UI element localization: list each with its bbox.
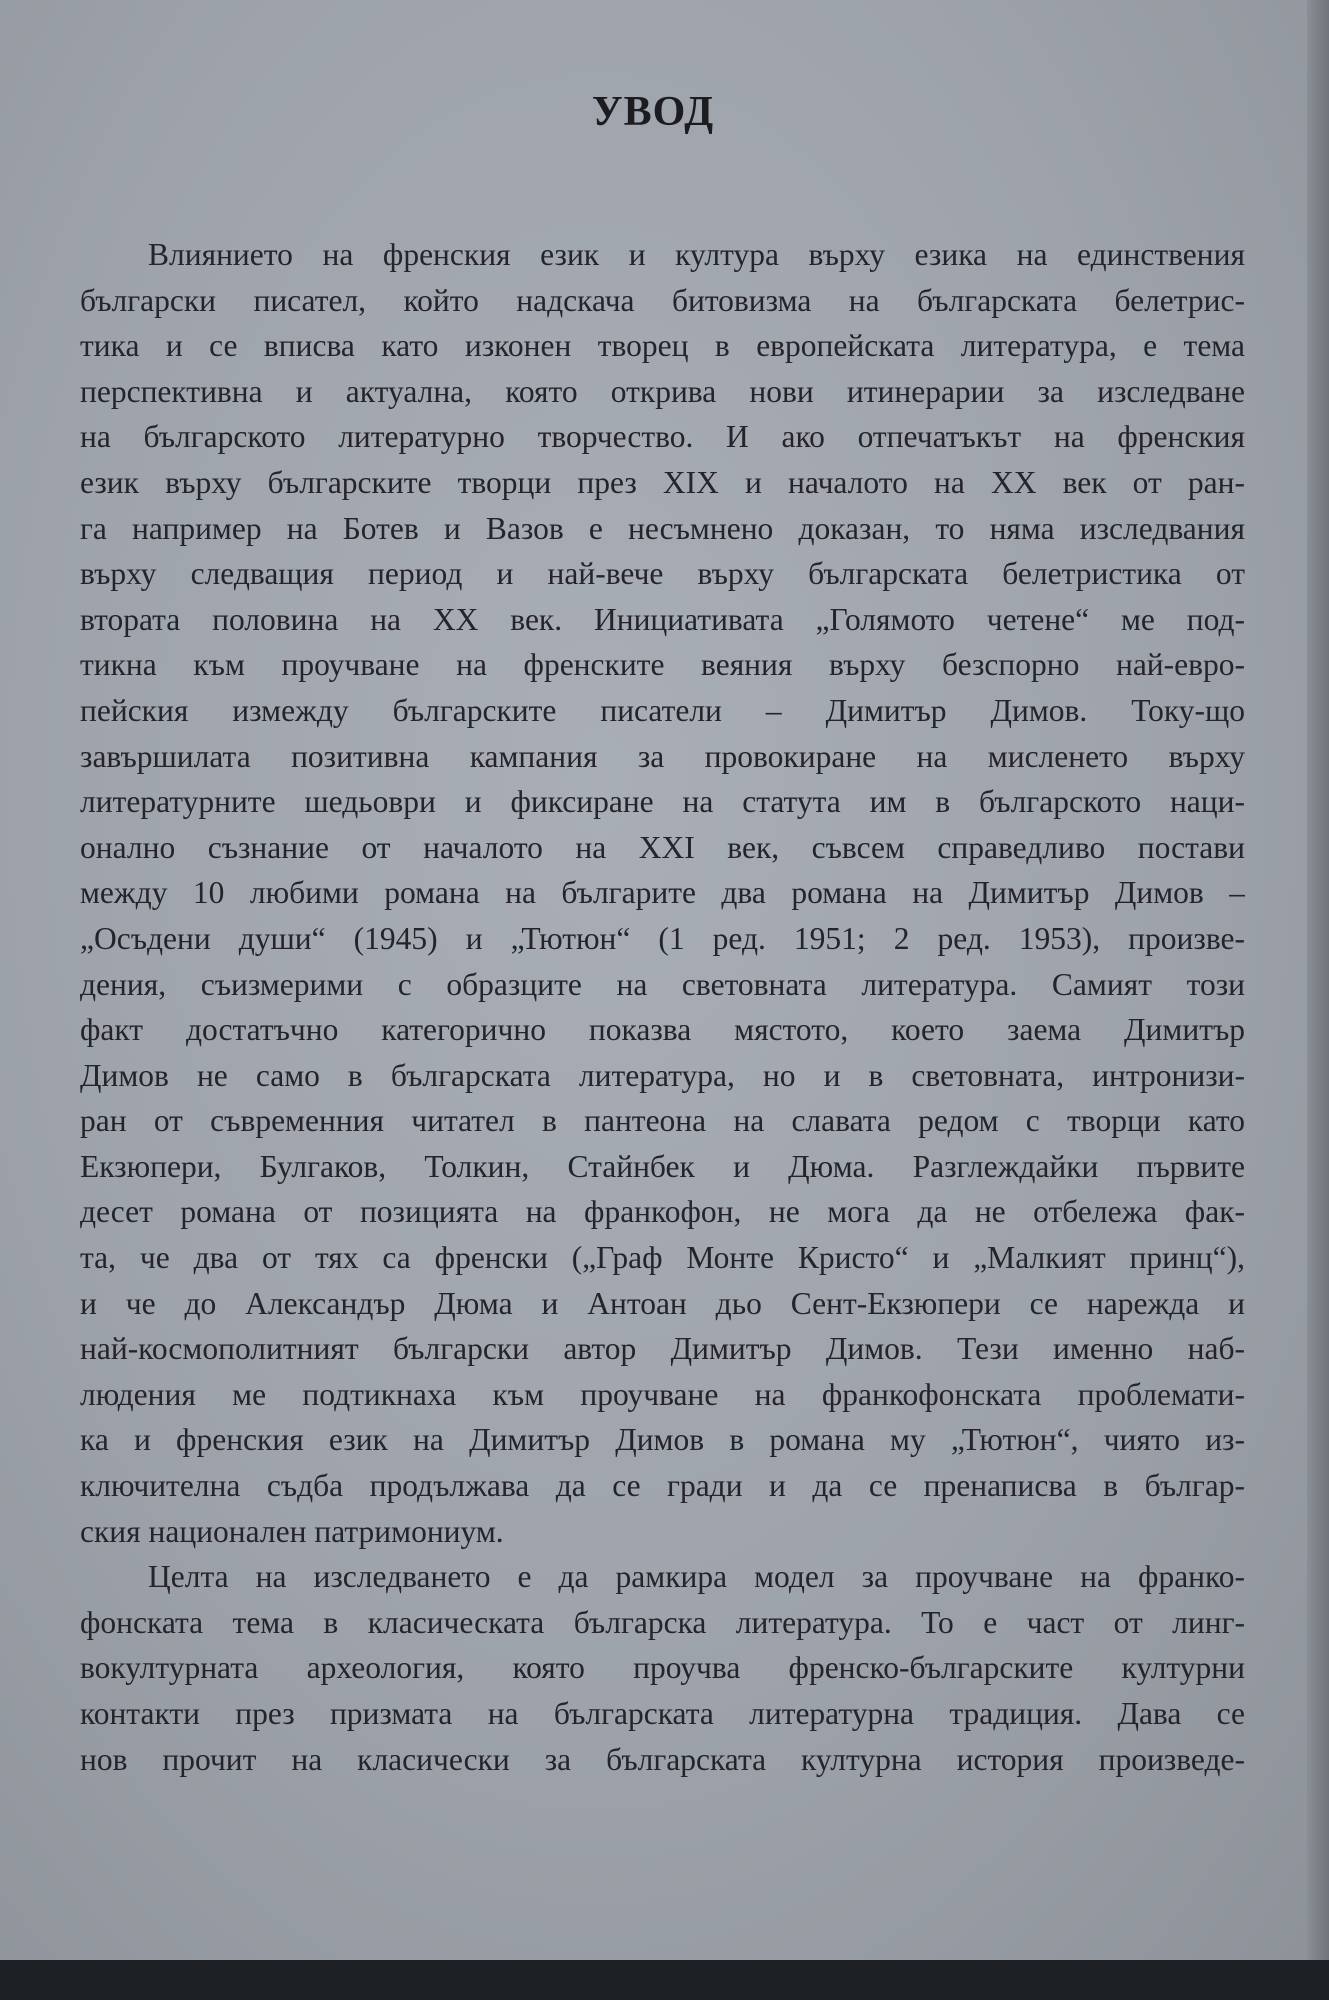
text-line: десет романа от позицията на франкофон, не мога да не отбележа фак- [80, 1194, 1245, 1230]
text-line: и че до Александър Дюма и Антоан дьо Сент-Екзюпери се нарежда и [80, 1285, 1245, 1321]
text-line: Екзюпери, Булгаков, Толкин, Стайнбек и Дюма. Разглеждайки първите [80, 1148, 1245, 1184]
text-line: Целта на изследването е да рамкира модел за проучване на франко- [148, 1559, 1245, 1595]
text-line: дения, съизмерими с образците на световната литература. Самият този [80, 966, 1245, 1002]
text-line: фонската тема в класическата българска литература. То е част от линг- [80, 1604, 1245, 1640]
text-line: завършилата позитивна кампания за провокиране на мисленето върху [80, 738, 1245, 774]
text-line: литературните шедьоври и фиксиране на статута им в българското наци- [80, 784, 1245, 820]
text-line: факт достатъчно категорично показва мястото, което заема Димитър [80, 1012, 1245, 1048]
text-line: език върху българските творци през XIX и началото на XX век от ран- [80, 464, 1245, 500]
text-line: контакти през призмата на българската литературна традиция. Дава се [80, 1696, 1245, 1731]
text-line: та, че два от тях са френски („Граф Монте Кристо“ и „Малкият принц“), [80, 1240, 1245, 1276]
text-line: нов прочит на класически за българската културна история произведе- [80, 1741, 1245, 1777]
text-line: ключителна съдба продължава да се гради и да се пренаписва в българ- [80, 1468, 1245, 1504]
text-line: пейския измежду българските писатели – Димитър Димов. Току-що [80, 692, 1245, 728]
text-line: български писател, който надскача битовизма на българската белетрис- [80, 282, 1245, 318]
text-line: ран от съвременния читател в пантеона на славата редом с творци като [80, 1103, 1245, 1139]
chapter-title: УВОД [591, 89, 715, 135]
text-line: га например на Ботев и Вазов е несъмнено доказан, то няма изследвания [80, 510, 1245, 546]
text-line: людения ме подтикнаха към проучване на франкофонската проблемати- [80, 1376, 1245, 1412]
page-edge [1307, 0, 1329, 1960]
body-text [80, 232, 1245, 1782]
text-line: ския национален патримониум. [80, 1513, 504, 1549]
text-line: „Осъдени души“ (1945) и „Тютюн“ (1 ред. 1951; 2 ред. 1953), произве- [80, 920, 1245, 956]
text-line: перспективна и актуална, която открива нови итинерарии за изследване [80, 373, 1245, 409]
text-line: Влиянието на френския език и култура върху езика на единствения [148, 237, 1245, 272]
text-line: ка и френския език на Димитър Димов в романа му „Тютюн“, чиято из- [80, 1422, 1245, 1458]
text-line: онално съзнание от началото на XXI век, съвсем справедливо постави [80, 829, 1245, 865]
text-line: между 10 любими романа на българите два романа на Димитър Димов – [80, 875, 1245, 911]
text-line: най-космополитният български автор Димитър Димов. Тези именно наб- [80, 1331, 1245, 1367]
text-line: тика и се вписва като изконен творец в европейската литература, е тема [80, 328, 1245, 364]
text-line: върху следващия период и най-вече върху българската белетристика от [80, 556, 1245, 592]
text-line: втората половина на XX век. Инициативата „Голямото четене“ ме под- [80, 601, 1245, 637]
background-strip [0, 1960, 1329, 2000]
text-line: вокултурната археология, която проучва френско-българските културни [80, 1650, 1245, 1686]
text-line: на българското литературно творчество. И ако отпечатъкът на френския [80, 419, 1245, 455]
text-line: Димов не само в българската литература, но и в световната, интронизи- [80, 1057, 1245, 1093]
text-line: тикна към проучване на френските веяния върху безспорно най-евро- [80, 647, 1245, 683]
